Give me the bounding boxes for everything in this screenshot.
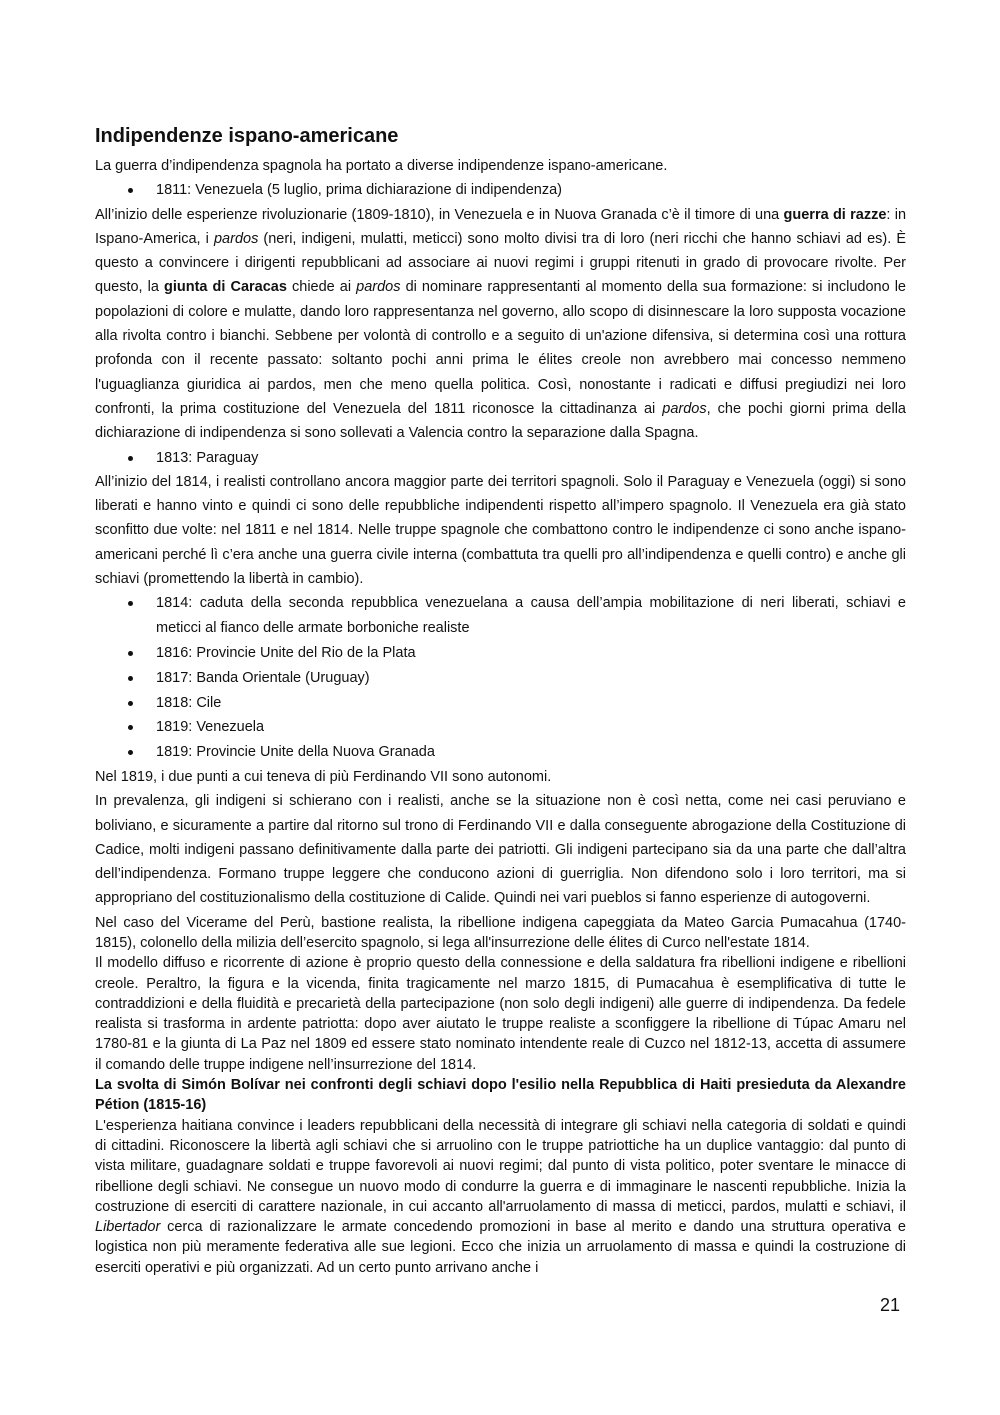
paragraph-1819: Nel 1819, i due punti a cui teneva di più Ferdinando VII sono autonomi. — [95, 768, 552, 785]
paragraph-haiti — [95, 1116, 906, 1278]
bold-guerra-di-razze: guerra di razze — [783, 206, 887, 223]
italic-libertador: Libertador — [95, 1219, 161, 1236]
list-item: 1819: Provincie Unite della Nuova Granada — [95, 740, 906, 765]
paragraph-inizio-1814: All’inizio del 1814, i realisti controllano ancora maggior parte dei territori spagnoli. Solo il Paraguay e Venezuela (oggi) si sono liberati e hanno vinto e quindi ci sono delle repubbliche indipendenti rispetto all’impero spagnolo. Il Venezuela era già stato sconfitto due volte: nel 1811 e nel 1814. Nelle truppe spagnole che combattono contro le indipendenze ci sono anche ispano-americani perché lì c’era anche una guerra civile interna (combattuta tra quelli pro all’indipendenza e quelli contro) e anche gli schiavi (promettendo la libertà in cambio). — [95, 473, 906, 588]
text-run: (neri, indigeni, mulatti, meticci) sono molto divisi tra di loro (neri ricchi che hanno schiavi ad es). È questo a convincere i dirigenti repubblicani ad associare ai nuovi regimi i gruppi ritenuti in grado di provocare rivolte. Per questo, la — [95, 230, 907, 296]
section-heading-bolivar: La svolta di Simón Bolívar nei confronti degli schiavi dopo l'esilio nella Repubblica di Haiti presieduta da Alexandre Pétion (1815-16) — [95, 1077, 906, 1114]
text-run: All’inizio delle esperienze rivoluzionarie (1809-1810), in Venezuela e in Nuova Granada c’è il timore di una — [95, 206, 784, 223]
paragraph-pumacahua: Il modello diffuso e ricorrente di azione è proprio questo della connessione e della saldatura fra ribellioni indigene e ribellioni creole. Peraltro, la figura e la vicenda, finita tragicamente nel marzo 1815, di Pumacahua è esemplificativa di tutte le contraddizioni e della fluidità e precarietà della partecipazione (non solo degli indigeni) alle guerre di indipendenza. Da fedele realista si trasforma in ardente patriotta: dopo aver aiutato le truppe realiste a sconfiggere la ribellione di Túpac Amaru nel 1780-81 e la giunta di La Paz nel 1809 ed essere stato nominato intendente reale di Cuzco nel 1812-13, accetta di assumere il comando delle truppe indigene nell’insurrezione del 1814. — [95, 955, 906, 1073]
italic-pardos: pardos — [213, 230, 259, 247]
independence-list — [95, 591, 906, 765]
list-item-1813: 1813: Paraguay — [95, 446, 906, 470]
text-run: L'esperienza haitiana convince i leaders repubblicani della necessità di integrare gli schiavi nella categoria di soldati e quindi di cittadini. Riconoscere la libertà agli schiavi che si arruolino con le truppe patriottiche ha un duplice vantaggio: dal punto di vista militare, guadagnare soldati e truppe favorevoli ai nuovi regimi; dal punto di vista politico, poter sventare le minacce di ribellione degli schiavi. Ne consegue un nuovo modo di condurre la guerra e di immaginare le nascenti repubbliche. Inizia la costruzione di eserciti di carattere nazionale, in cui accanto all'arruolamento di massa di meticci, pardos, mulatti e schiavi, il — [95, 1117, 906, 1215]
page-number: 21 — [880, 1295, 901, 1315]
page-title: Indipendenze ispano-americane — [95, 125, 399, 147]
list-item: 1818: Cile — [95, 691, 906, 716]
list-item: 1816: Provincie Unite del Rio de la Plata — [95, 641, 906, 666]
paragraph-guerra-di-razze — [95, 203, 906, 446]
text-run: cerca di razionalizzare le armate concedendo promozioni in base al merito e dando una struttura operativa e logistica non più meramente federativa alle sue legioni. Ecco che inizia un arruolamento di massa e quindi la costruzione di eserciti operativi e più organizzati. Ad un certo punto arrivano anche i — [95, 1219, 906, 1276]
paragraph-indigeni: In prevalenza, gli indigeni si schierano con i realisti, anche se la situazione non è così netta, come nei casi peruviano e boliviano, e sicuramente a partire dal ritorno sul trono di Ferdinando VII e dalla conseguente abrogazione della Costituzione di Cadice, molti indigeni passano definitivamente dalla parte dei patriotti. Gli indigeni partecipano sia da una parte che dall’altra dell’indipendenza. Formano truppe leggere che conducono azioni di guerriglia. Non difendono solo i loro territori, ma si appropriano del costituzionalismo della costituzione di Calide. Quindi nei vari pueblos si fanno esperienze di autogoverni. — [95, 793, 906, 907]
paragraph-peru: Nel caso del Vicerame del Perù, bastione realista, la ribellione indigena capeggiata da Mateo Garcia Pumacahua (1740-1815), colonello della milizia dell’esercito spagnolo, si lega all'insurrezione delle élites di Curco nell'estate 1814. — [95, 914, 906, 951]
intro-paragraph: La guerra d’indipendenza spagnola ha portato a diverse indipendenze ispano-americane. — [95, 158, 668, 174]
list-item: 1819: Venezuela — [95, 715, 906, 740]
list-item: 1817: Banda Orientale (Uruguay) — [95, 666, 906, 691]
text-run: , che pochi giorni prima della dichiarazione di indipendenza si sono sollevati a Valencia contro la separazione dalla Spagna. — [95, 400, 906, 442]
italic-pardos: pardos — [356, 279, 401, 296]
document-page — [95, 122, 906, 1278]
text-run: chiede ai — [286, 279, 357, 296]
text-run: : in Ispano-America, i — [95, 206, 907, 247]
list-item: 1814: caduta della seconda repubblica venezuelana a causa dell’ampia mobilitazione di neri liberati, schiavi e meticci al fianco delle armate borboniche realiste — [95, 591, 906, 641]
list-item-1811: 1811: Venezuela (5 luglio, prima dichiarazione di indipendenza) — [95, 178, 906, 202]
tight-section — [95, 913, 906, 1278]
italic-pardos: pardos — [662, 400, 707, 417]
bold-giunta-di-caracas: giunta di Caracas — [163, 279, 287, 296]
text-run: di nominare rappresentanti al momento della sua formazione: si includono le popolazioni di colore e mulatte, dando loro rappresentanza nel governo, allo scopo di disinnescare la loro supposta vocazione alla rivolta contro i bianchi. Sebbene per volontà di controllo e a seguito di un'azione difensiva, si determina così una rottura profonda con il recente passato: soltanto pochi anni prima le élites creole non avrebbero mai concesso nemmeno l'uguaglianza giuridica ai pardos, men che meno quella politica. Così, nonostante i radicati e diffusi pregiudizi nei loro confronti, la prima costituzione del Venezuela del 1811 riconosce la cittadinanza ai — [95, 279, 906, 417]
